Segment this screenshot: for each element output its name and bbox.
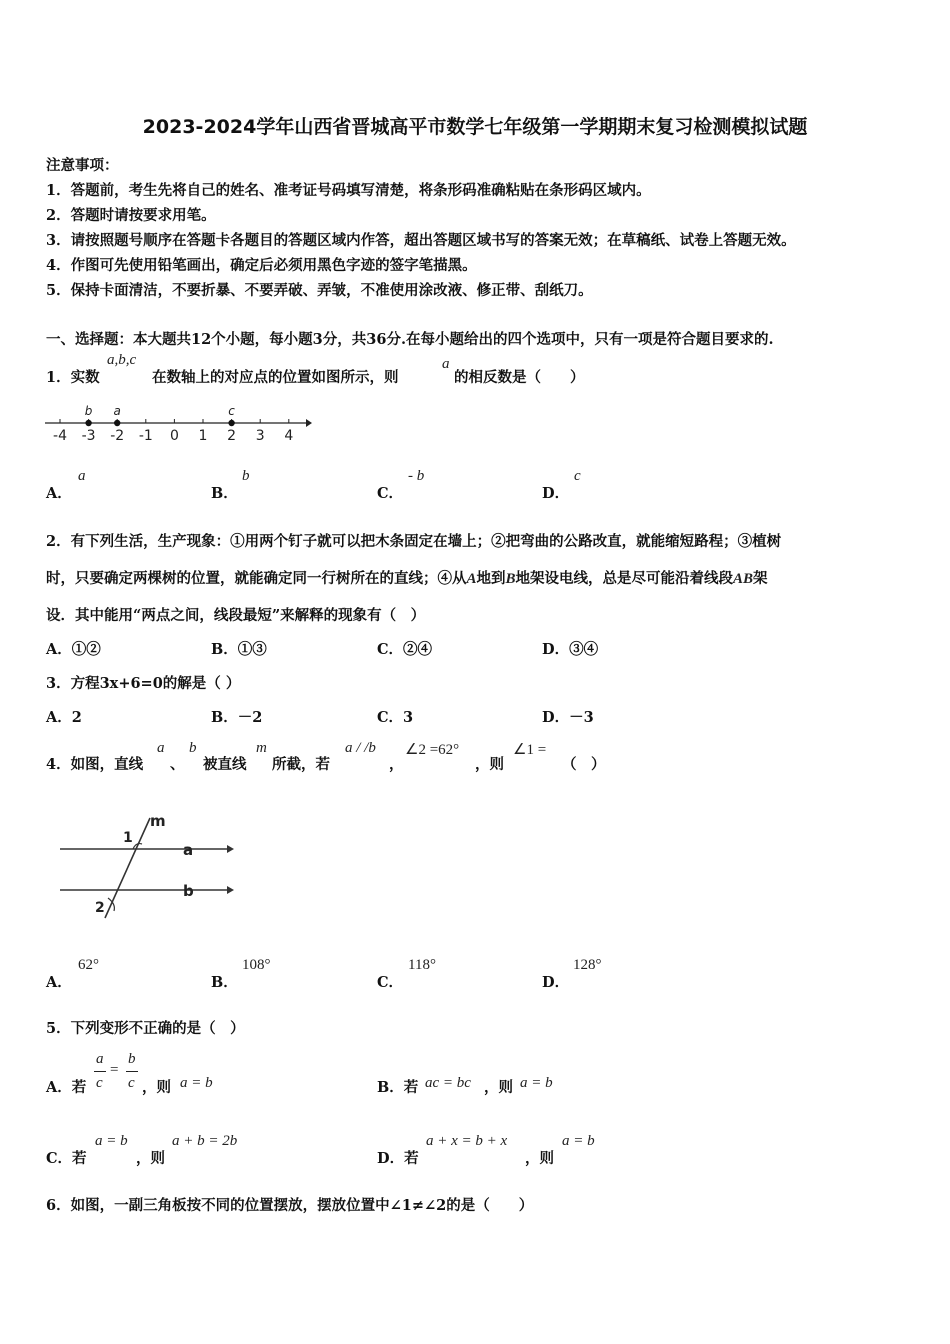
q4-p4: ，则 [475,756,504,773]
q4-option-c-letter[interactable]: C． [377,974,404,991]
q2-line-2: 时，只要确定两棵树的位置，就能确定同一行树所在的直线；④从A地到B地架设电线，总是尽可能沿着线段AB架 [46,570,768,587]
number-line-tick-label: 0 [169,428,179,444]
q2-line-3: 设．其中能用“两点之间，线段最短”来解释的现象有（ ） [46,607,426,624]
q1-option-b-value: b [242,468,250,484]
note-item-1: 1．答题前，考生先将自己的姓名、准考证号码填写清楚，将条形码准确粘贴在条形码区域内。 [46,182,651,199]
number-line-tick-label: 4 [284,428,294,444]
q2-option-d[interactable]: D．③④ [542,641,599,658]
q1-vars: a,b,c [107,352,137,368]
q3-option-d[interactable]: D．－3 [542,709,594,726]
q5-option-a-letter[interactable]: A．若 [46,1079,87,1096]
q1-option-a-value: a [78,468,86,484]
q4-parallel: a / /b [345,740,376,756]
number-line-point-b [85,420,91,426]
label-a: a [183,841,194,859]
q4-option-d-letter[interactable]: D． [542,974,570,991]
q5-option-b-letter[interactable]: B．若 [377,1079,419,1096]
number-line-tick-label: 1 [198,428,208,444]
note-item-4: 4．作图可先使用铅笔画出，确定后必须用黑色字迹的签字笔描黑。 [46,257,477,274]
q5-d-cond: a + x = b + x [426,1133,508,1149]
q5-option-d-letter[interactable]: D．若 [377,1150,419,1167]
q5-c-cond: a = b [95,1133,128,1149]
q5-a-den-c1: c [96,1075,103,1091]
q4-comma: ， [389,756,404,773]
q5-a-frac-bar-1 [94,1071,106,1072]
q5-b-result: a = b [520,1075,553,1091]
page-title: 2023-2024学年山西省晋城高平市数学七年级第一学期期末复习检测模拟试题 [142,116,808,138]
q1-option-d-letter[interactable]: D． [542,485,570,502]
q3-option-b[interactable]: B．－2 [211,709,263,726]
q4-p1: 4．如图，直线 [46,756,144,773]
q2-option-a[interactable]: A．①② [46,641,101,658]
notes-heading: 注意事项： [46,157,119,174]
q1-end: 的相反数是（ ） [454,369,585,386]
note-item-5: 5．保持卡面清洁，不要折暴、不要弄破、弄皱，不准使用涂改液、修正带、刮纸刀。 [46,282,593,299]
q5-a-eq: = [110,1062,119,1078]
q4-option-d-value: 128° [573,957,602,973]
q4-var-b: b [189,740,197,756]
q5-a-then: ，则 [142,1079,171,1096]
number-line-tick-label: -4 [53,428,67,444]
q4-angle-2: ∠2 =62° [405,742,460,758]
number-line-point-label-b: b [84,404,93,418]
label-1: 1 [123,830,133,846]
label-2: 2 [95,900,105,916]
number-line-point-label-c: c [228,404,235,418]
number-line-tick-label: 2 [227,428,237,444]
q5-text: 5．下列变形不正确的是（ ） [46,1020,245,1037]
q1-option-c-letter[interactable]: C． [377,485,404,502]
q2-option-c[interactable]: C．②④ [377,641,433,658]
number-line-tick-label: 3 [255,428,265,444]
q4-p2: 被直线 [203,756,247,773]
q5-a-den-c2: c [128,1075,135,1091]
q4-angle-1: ∠1 = [513,742,547,758]
q5-a-num-b: b [128,1051,136,1067]
q4-sep: 、 [170,756,185,773]
note-item-3: 3．请按照题号顺序在答题卡各题目的答题区域内作答，超出答题区域书写的答案无效；在草稿纸、试卷上答题无效。 [46,232,796,249]
q3-option-a[interactable]: A．2 [46,709,82,726]
q6-text: 6．如图，一副三角板按不同的位置摆放，摆放位置中∠1≠∠2的是（ ） [46,1197,534,1214]
q5-c-then: ，则 [136,1150,165,1167]
q5-a-result: a = b [180,1075,213,1091]
q1-option-d-value: c [574,468,581,484]
q3-option-c[interactable]: C．3 [377,709,414,726]
note-item-2: 2．答题时请按要求用笔。 [46,207,216,224]
number-line-tick-label: -3 [81,428,96,444]
q5-a-num-a: a [96,1051,104,1067]
q1-option-a-letter[interactable]: A． [46,485,72,502]
label-b: b [183,882,194,900]
q1-mid: 在数轴上的对应点的位置如图所示，则 [152,369,399,386]
label-m: m [150,812,166,830]
q5-d-result: a = b [562,1133,595,1149]
q4-option-a-letter[interactable]: A． [46,974,72,991]
q5-b-then: ，则 [484,1079,513,1096]
q4-var-a: a [157,740,165,756]
number-line-point-c [228,420,234,426]
q5-d-then: ，则 [525,1150,554,1167]
number-line [40,398,320,448]
number-line-point-label-a: a [113,404,121,418]
q4-option-b-letter[interactable]: B． [211,974,238,991]
q4-option-a-value: 62° [78,957,99,973]
q4-var-m: m [256,740,267,756]
q5-c-result: a + b = 2b [172,1133,238,1149]
q4-figure [50,790,280,925]
q4-option-b-value: 108° [242,957,271,973]
q5-a-frac-bar-2 [126,1071,138,1072]
q1-number: 1．实数 [46,369,100,386]
q2-option-b[interactable]: B．①③ [211,641,267,658]
q2-line-1: 2．有下列生活，生产现象：①用两个钉子就可以把木条固定在墙上；②把弯曲的公路改直，就能缩短路程；③植树 [46,533,782,550]
q5-option-c-letter[interactable]: C．若 [46,1150,87,1167]
q1-var-a: a [442,356,450,372]
number-line-point-a [114,420,120,426]
number-line-tick-label: -1 [138,428,153,444]
q1-option-b-letter[interactable]: B． [211,485,238,502]
section-heading: 一、选择题：本大题共12个小题，每小题3分，共36分.在每小题给出的四个选项中，只有一项是符合题目要求的. [46,331,774,348]
q5-b-cond: ac = bc [425,1075,471,1091]
q4-p3: 所截，若 [272,756,330,773]
q1-option-c-value: - b [408,468,425,484]
number-line-tick-label: -2 [110,428,125,444]
q3-text: 3．方程3x+6=0的解是（ ） [46,675,241,692]
q4-p5: （ ） [562,756,606,773]
q4-option-c-value: 118° [408,957,436,973]
